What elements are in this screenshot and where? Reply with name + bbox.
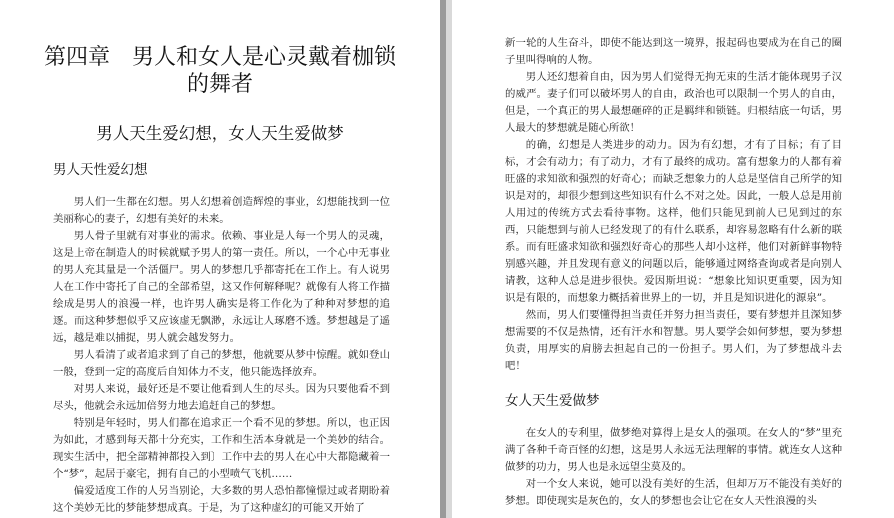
paragraph: 然而，男人们要懂得担当责任并努力担当责任，要有梦想并且深知梦想需要的不仅是热情，还有汗水和智慧。男人要学会如何梦想，要为梦想负责，用厚实的肩膀去担起自己的一份担子。男人们，为了梦想战斗去吧！ [505, 309, 842, 372]
paragraph: 对男人来说，最好还是不要让他看到人生的尽头。因为只要他看不到尽头，他就会永远加倍努力地去追赶自己的梦想。 [53, 383, 390, 412]
paragraph: 特别是年轻时，男人们都在追求正一个看不见的梦想。所以，也正因为如此，才感到每天都十分充实，工作和生活本身就是一个美妙的结合。现实生活中，把全部精神都投入到〕工作中去的男人在心中大都隐藏着一个“梦”，起居于豪宅，拥有自己的小型喷气飞机…… [53, 417, 390, 480]
paragraph: 男人还幻想着自由，因为男人们觉得无拘无束的生活才能体现男子汉的威严。妻子们可以破坏男人的自由，政治也可以限制一个男人的自由，但是，一个真正的男人最想砸碎的正是羁绊和锁链。归根结底一句话，男人最大的梦想就是随心所欲！ [505, 71, 842, 134]
book-gutter [440, 0, 452, 518]
paragraph: 新一轮的人生奋斗，即使不能达到这一境界，报起码也要成为在自己的圈子里叫得响的人物。 [505, 37, 842, 66]
left-page [0, 0, 440, 518]
left-body-text [53, 194, 390, 518]
section-title: 男人天生爱幻想，女人天生爱做梦 [96, 124, 344, 143]
chapter-title: 第四章 男人和女人是心灵戴着枷锁的舞者 [43, 45, 396, 97]
paragraph: 的确，幻想是人类进步的动力。因为有幻想，才有了目标；有了目标，才会有动力；有了动力，才有了最终的成功。富有想象力的人都有着旺盛的求知欲和强烈的好奇心；而缺乏想象力的人总是坚信自己所学的知识是对的，却很少想到这些知识有什么不对之处。因此，一般人总是用前人用过的传统方式去看待事物。这样，他们只能见到前人已见到过的东西，只能想到与前人已经发现了的有什么联系，却容易忽略有什么新的联系。而有旺盛求知欲和强烈好奇心的那些人却小这样，他们对新鲜事物特别感兴趣，并且发现有意义的问题以后，能够通过网络查询或者是向别人请教，这种人总是进步很快。爱因斯坦说：“想象比知识更重要，因为知识是有限的，而想象力概括着世界上的一切，并且是知识进化的源泉”。 [505, 139, 842, 304]
subsection-title-men: 男人天性爱幻想 [53, 162, 148, 178]
subsection-title-women: 女人天生爱做梦 [505, 393, 600, 409]
right-body-text-top [505, 35, 842, 380]
paragraph: 男人骨子里就有对事业的需求。依赖、事业是人每一个男人的灵魂，这是上帝在制造人的时候就赋予男人的第一责任。所以，一个心中无事业的男人充其量是一个活僵尸。男人的梦想几乎都寄托在工作上。有人说男人在工作中寄托了自己的全部希望，这又作何解释呢？就像有人将工作描绘成是男人的浪漫一样，也许男人确实是将工作化为了种种对梦想的追逐。而这种梦想似乎又应该虚无飘渺，永远让人琢磨不透。梦想越是了遥远，越是难以捕捉，男人就会越发努力。 [53, 230, 390, 344]
paragraph: 偏爱适度工作的人另当别论，大多数的男人恐怕都憧憬过或者期盼着这个美妙无比的梦能梦想成真。于是，为了这种虚幻的可能又开始了 [53, 485, 390, 514]
paragraph: 男人们一生都在幻想。男人幻想着创造辉煌的事业，幻想能找到一位美丽称心的妻子，幻想有美好的未来。 [53, 196, 390, 225]
paragraph: 男人看清了或者追求到了自己的梦想，他就要从梦中惊醒。就如登山一般，登到一定的高度后自知体力不支，他只能选择放弃。 [53, 349, 390, 378]
right-body-text-bottom [505, 425, 842, 518]
paragraph: 在女人的专利里，做梦绝对算得上是女人的强项。在女人的“梦”里充满了各种千奇百怪的幻想，这是男人永远无法理解的事情。就连女人这种做梦的功力，男人也是永远望尘莫及的。 [505, 427, 842, 473]
right-page [452, 0, 894, 518]
paragraph: 对一个女人来说，她可以没有美好的生活，但却万万不能没有美好的梦想。即使现实是灰色的，女人的梦想也会让它在女人天性浪漫的头 [505, 478, 842, 507]
